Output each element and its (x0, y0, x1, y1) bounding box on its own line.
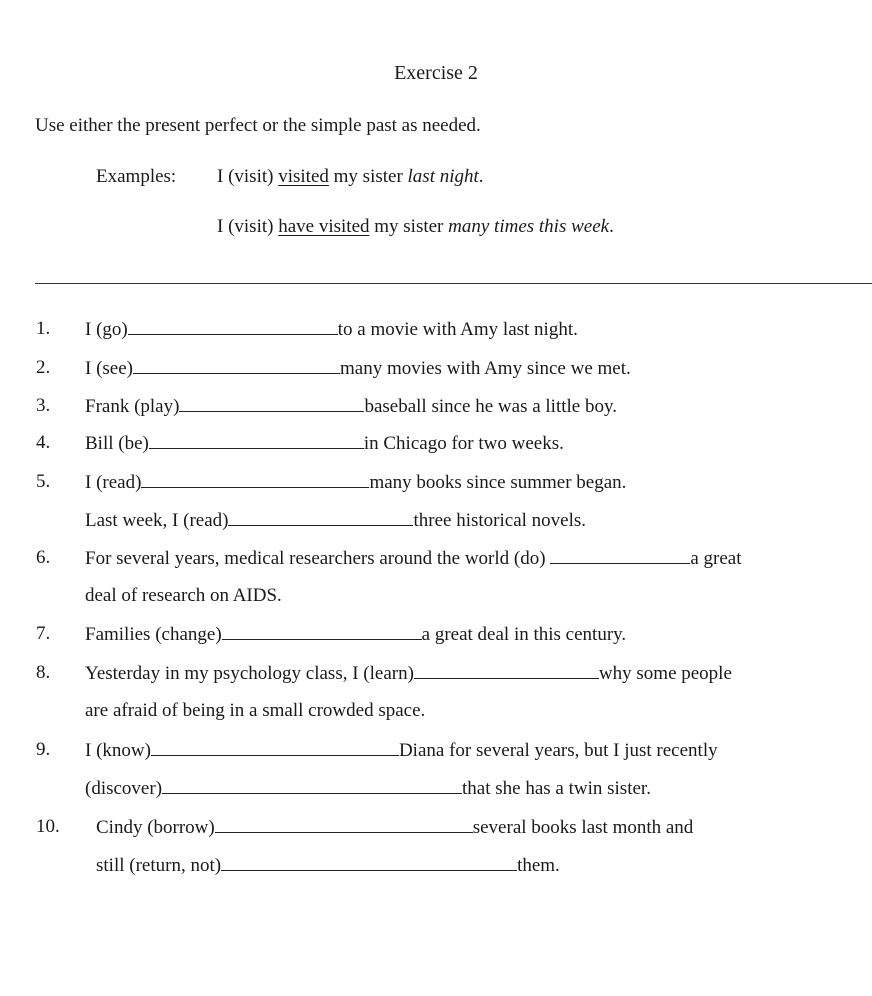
example-2-answer: have visited (278, 216, 370, 237)
list-item: Bill (be) in Chicago for two weeks. (85, 433, 564, 454)
list-item: are afraid of being in a small crowded space. (85, 700, 426, 721)
answer-blank[interactable] (141, 471, 369, 488)
example-2: I (visit) have visited my sister many times this week. (217, 216, 614, 237)
list-item: I (see) many movies with Amy since we met. (85, 358, 631, 379)
answer-blank[interactable] (162, 777, 462, 794)
answer-blank[interactable] (151, 739, 399, 756)
examples-label: Examples: (96, 166, 177, 187)
item-number: 9. (36, 739, 51, 760)
answer-blank[interactable] (179, 395, 364, 412)
list-item: Families (change) a great deal in this century. (85, 624, 627, 645)
item-number: 6. (36, 547, 51, 568)
answer-blank[interactable] (414, 662, 599, 679)
list-item: (discover) that she has a twin sister. (85, 778, 651, 799)
divider-line (35, 283, 872, 284)
list-item: I (go) to a movie with Amy last night. (85, 319, 578, 340)
list-item: Yesterday in my psychology class, I (learn) why some people (85, 663, 732, 684)
item-number: 8. (36, 662, 51, 683)
item-number: 10. (36, 816, 60, 837)
exercise-title: Exercise 2 (394, 62, 478, 84)
item-number: 2. (36, 357, 51, 378)
example-1-answer: visited (278, 166, 329, 187)
item-number: 1. (36, 318, 51, 339)
list-item: For several years, medical researchers around the world (do) a great (85, 548, 742, 569)
answer-blank[interactable] (222, 623, 422, 640)
item-number: 7. (36, 623, 51, 644)
item-number: 4. (36, 432, 51, 453)
list-item: deal of research on AIDS. (85, 585, 282, 606)
list-item: I (read) many books since summer began. (85, 472, 627, 493)
list-item: still (return, not) them. (96, 855, 560, 876)
answer-blank[interactable] (149, 432, 364, 449)
item-number: 5. (36, 471, 51, 492)
item-number: 3. (36, 395, 51, 416)
answer-blank[interactable] (550, 547, 690, 564)
list-item: Frank (play) baseball since he was a little boy. (85, 396, 618, 417)
answer-blank[interactable] (215, 816, 473, 833)
list-item: Last week, I (read) three historical novels. (85, 510, 587, 531)
answer-blank[interactable] (128, 318, 338, 335)
answer-blank[interactable] (133, 357, 340, 374)
example-1: I (visit) visited my sister last night. (217, 166, 484, 187)
answer-blank[interactable] (221, 854, 517, 871)
list-item: I (know) Diana for several years, but I just recently (85, 740, 718, 761)
instructions: Use either the present perfect or the simple past as needed. (35, 115, 481, 136)
list-item: Cindy (borrow) several books last month and (96, 817, 694, 838)
answer-blank[interactable] (228, 509, 413, 526)
